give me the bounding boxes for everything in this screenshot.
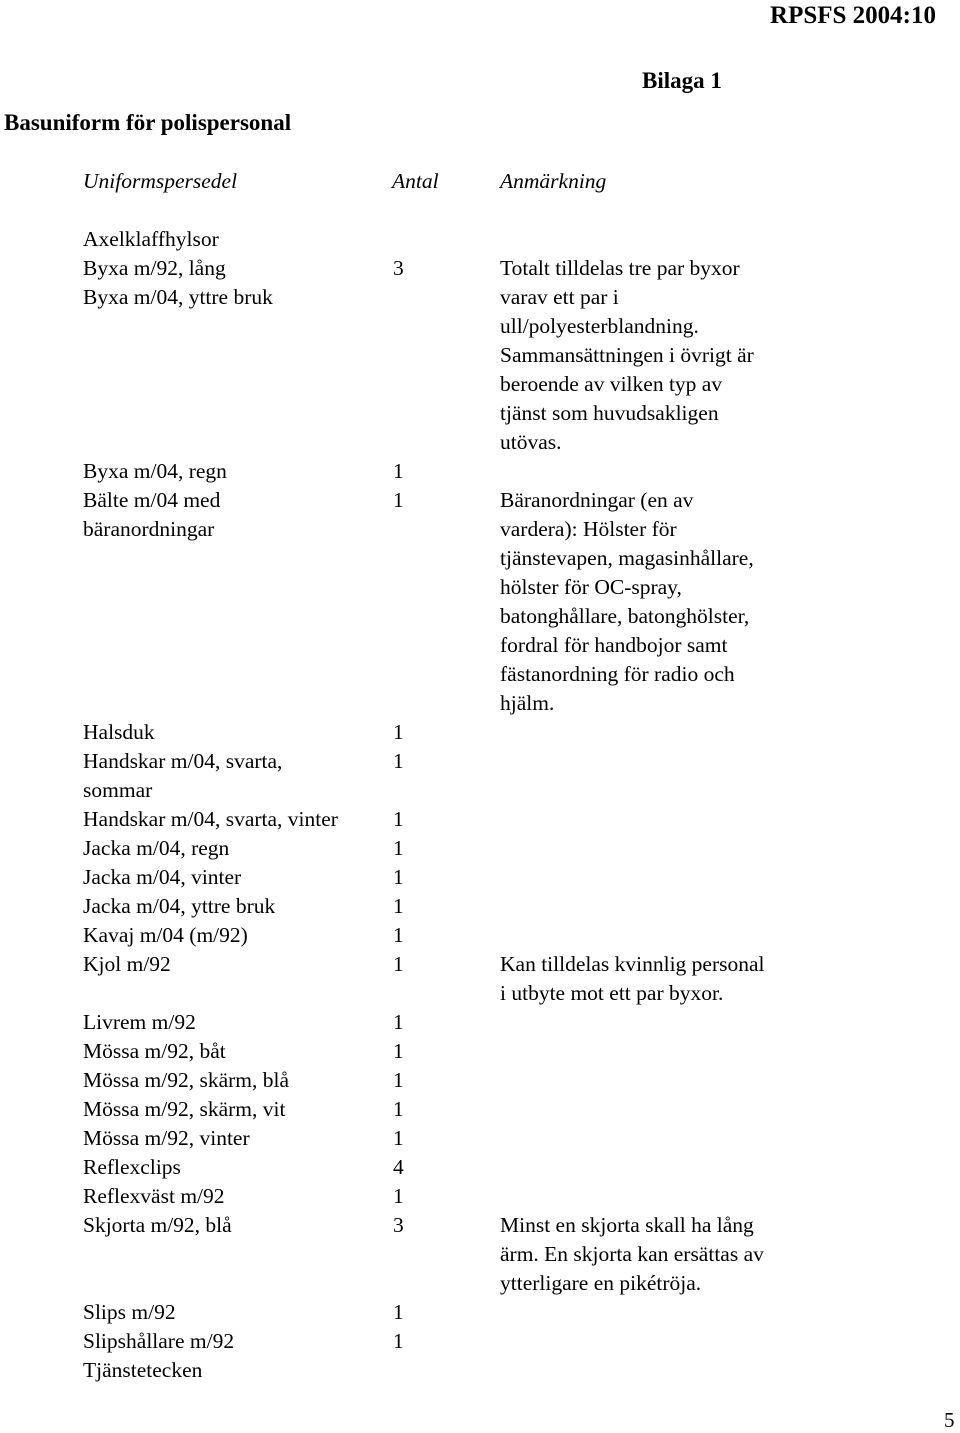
item-quantity: 1 — [393, 1010, 404, 1034]
item-quantity: 1 — [393, 894, 404, 918]
item-remark-line: varav ett par i — [500, 285, 619, 309]
item-name — [83, 892, 275, 921]
item-quantity: 1 — [393, 1097, 404, 1121]
item-name-line: Mössa m/92, båt — [83, 1039, 226, 1063]
item-name-line: Jacka m/04, regn — [83, 836, 230, 860]
item-name-line: Skjorta m/92, blå — [83, 1213, 232, 1237]
item-quantity: 1 — [393, 749, 404, 773]
item-quantity: 1 — [393, 1184, 404, 1208]
item-name — [83, 283, 273, 312]
column-header-remark: Anmärkning — [500, 169, 607, 193]
item-remark — [500, 254, 740, 283]
item-remark-line: Bäranordningar (en av — [500, 488, 694, 512]
item-quantity: 1 — [393, 1300, 404, 1324]
item-name — [83, 1298, 176, 1327]
column-header-quantity: Antal — [392, 169, 439, 193]
item-remark-line: tjänstevapen, magasinhållare, — [500, 546, 754, 570]
item-name — [83, 1153, 181, 1182]
item-name — [83, 225, 219, 254]
item-name-line: Kjol m/92 — [83, 952, 171, 976]
document-code: RPSFS 2004:10 — [770, 2, 936, 29]
item-name-line: Livrem m/92 — [83, 1010, 196, 1034]
item-quantity: 1 — [393, 836, 404, 860]
item-quantity: 1 — [393, 865, 404, 889]
item-name — [83, 1182, 225, 1211]
item-quantity: 1 — [393, 459, 404, 483]
item-name-line: Halsduk — [83, 720, 155, 744]
item-remark-line: Kan tilldelas kvinnlig personal — [500, 952, 765, 976]
item-name-line: Handskar m/04, svarta, vinter — [83, 807, 338, 831]
item-quantity: 1 — [393, 952, 404, 976]
item-name-line: Slipshållare m/92 — [83, 1329, 235, 1353]
item-remark-line: batonghållare, batonghölster, — [500, 604, 750, 628]
item-quantity: 4 — [393, 1155, 404, 1179]
item-name-line: Handskar m/04, svarta, — [83, 749, 283, 773]
item-name-line: Byxa m/04, regn — [83, 459, 227, 483]
item-name — [83, 863, 241, 892]
item-remark-line: Minst en skjorta skall ha lång — [500, 1213, 754, 1237]
item-remark-line: vardera): Hölster för — [500, 517, 677, 541]
item-name-line: Jacka m/04, yttre bruk — [83, 894, 276, 918]
item-remark-line: ytterligare en pikétröja. — [500, 1271, 702, 1295]
item-name — [83, 254, 226, 283]
item-name — [83, 1037, 226, 1066]
item-name-line: Mössa m/92, skärm, blå — [83, 1068, 290, 1092]
item-remark-line: hjälm. — [500, 691, 555, 715]
item-remark — [500, 486, 754, 718]
item-remark — [500, 283, 754, 457]
item-name — [83, 805, 338, 834]
item-name — [83, 834, 229, 863]
item-name — [83, 747, 282, 805]
item-name — [83, 950, 171, 979]
item-quantity: 1 — [393, 1126, 404, 1150]
item-name — [83, 1211, 232, 1240]
item-name — [83, 1008, 196, 1037]
item-remark-line: ull/polyesterblandning. — [500, 314, 699, 338]
page-title: Basuniform för polispersonal — [4, 110, 292, 135]
item-name-line: Kavaj m/04 (m/92) — [83, 923, 248, 947]
item-remark-line: Totalt tilldelas tre par byxor — [500, 256, 740, 280]
item-name — [83, 1356, 202, 1385]
item-quantity: 3 — [393, 256, 404, 280]
item-quantity: 1 — [393, 488, 404, 512]
column-header-item: Uniformspersedel — [83, 169, 238, 193]
item-remark-line: i utbyte mot ett par byxor. — [500, 981, 724, 1005]
item-name-line: Slips m/92 — [83, 1300, 176, 1324]
item-name — [83, 1327, 234, 1356]
item-quantity: 1 — [393, 807, 404, 831]
item-name — [83, 1095, 285, 1124]
item-quantity: 1 — [393, 1039, 404, 1063]
appendix-label: Bilaga 1 — [642, 68, 722, 93]
item-name — [83, 486, 220, 544]
item-remark — [500, 950, 765, 1008]
item-remark-line: tjänst som huvudsakligen — [500, 401, 719, 425]
item-name-line: Tjänstetecken — [83, 1358, 203, 1382]
item-name-line: bäranordningar — [83, 517, 215, 541]
item-remark-line: utövas. — [500, 430, 562, 454]
item-name-line: Mössa m/92, vinter — [83, 1126, 250, 1150]
item-quantity: 1 — [393, 1068, 404, 1092]
item-name-line: Byxa m/04, yttre bruk — [83, 285, 273, 309]
item-quantity: 1 — [393, 923, 404, 947]
item-name-line: Reflexclips — [83, 1155, 181, 1179]
item-name-line: Jacka m/04, vinter — [83, 865, 242, 889]
item-remark — [500, 1211, 764, 1298]
item-name — [83, 718, 155, 747]
item-name — [83, 1066, 289, 1095]
item-quantity: 1 — [393, 1329, 404, 1353]
item-name-line: Byxa m/92, lång — [83, 256, 226, 280]
item-remark-line: fästanordning för radio och — [500, 662, 735, 686]
item-name-line: Axelklaffhylsor — [83, 227, 219, 251]
item-remark-line: hölster för OC-spray, — [500, 575, 682, 599]
item-name — [83, 1124, 250, 1153]
item-remark-line: Sammansättningen i övrigt är — [500, 343, 754, 367]
item-name-line: Reflexväst m/92 — [83, 1184, 225, 1208]
item-name-line: Bälte m/04 med — [83, 488, 221, 512]
item-name-line: sommar — [83, 778, 153, 802]
item-remark-line: beroende av vilken typ av — [500, 372, 723, 396]
item-quantity: 3 — [393, 1213, 404, 1237]
item-remark-line: ärm. En skjorta kan ersättas av — [500, 1242, 764, 1266]
item-quantity: 1 — [393, 720, 404, 744]
item-name-line: Mössa m/92, skärm, vit — [83, 1097, 286, 1121]
item-name — [83, 921, 248, 950]
item-remark-line: fordral för handbojor samt — [500, 633, 728, 657]
item-name — [83, 457, 227, 486]
page-number: 5 — [944, 1408, 955, 1432]
